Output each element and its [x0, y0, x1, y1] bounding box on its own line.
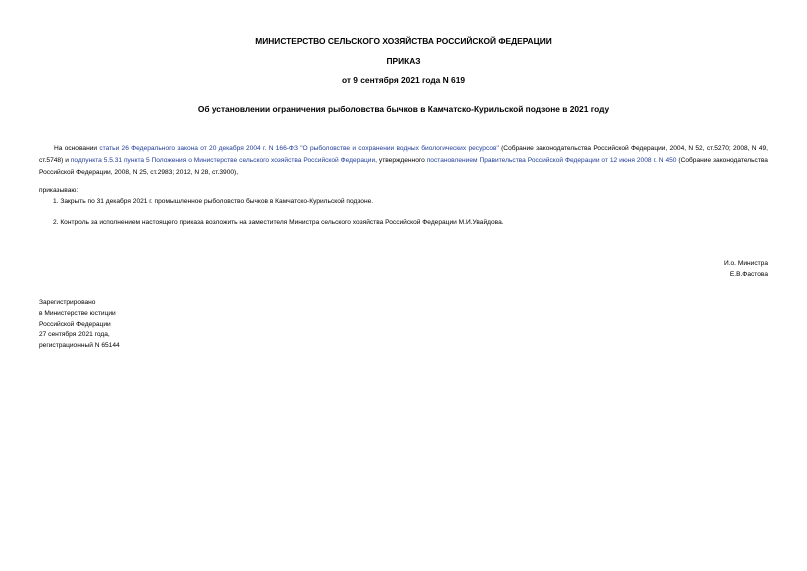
document-date-number: от 9 сентября 2021 года N 619 — [341, 75, 466, 85]
order-item-1: 1. Закрыть по 31 декабря 2021 г. промышленное рыболовство бычков в Камчатско-Курильской подзоне. — [53, 198, 374, 205]
signature-position: И.о. Министра — [723, 260, 768, 267]
signature-name: Е.В.Фастова — [729, 271, 768, 278]
preamble-text-2: (Собрание законодательства Российской Федерации, 2004, N 52, ст.5270; 2008, N 49, ст.5748) и — [39, 145, 768, 164]
preamble-text-3: , утвержденного — [375, 157, 427, 164]
preamble-paragraph — [39, 143, 768, 179]
registration-line: в Министерстве юстиции — [39, 309, 116, 317]
preamble-text-1: На основании — [54, 145, 100, 152]
document-type: ПРИКАЗ — [386, 56, 421, 66]
link-ministry-regulation[interactable]: подпункта 5.5.31 пункта 5 Положения о Министерстве сельского хозяйства Российской Федерации — [70, 157, 376, 164]
registration-line: 27 сентября 2021 года, — [39, 331, 110, 339]
preamble-text-4: (Собрание законодательства Российской Федерации, 2008, N 25, ст.2983; 2012, N 28, ст.3900), — [39, 157, 768, 176]
order-item-2: 2. Контроль за исполнением настоящего приказа возложить на заместителя Министра сельского хозяйства Российской Федерации М.И.Увайдова. — [53, 219, 504, 226]
link-government-resolution[interactable]: постановлением Правительства Российской Федерации от 12 июня 2008 г. N 450 — [426, 157, 677, 164]
registration-block — [39, 298, 120, 352]
registration-line: Зарегистрировано — [39, 299, 96, 306]
document-title: Об установлении ограничения рыболовства бычков в Камчатско-Курильской подзоне в 2021 году — [197, 104, 610, 114]
registration-line: Российской Федерации — [39, 320, 111, 328]
ministry-name: МИНИСТЕРСТВО СЕЛЬСКОГО ХОЗЯЙСТВА РОССИЙСКОЙ ФЕДЕРАЦИИ — [255, 36, 552, 46]
order-word: приказываю: — [39, 187, 79, 194]
registration-line: регистрационный N 65144 — [39, 342, 120, 350]
link-fishing-law[interactable]: статьи 26 Федерального закона от 20 декабря 2004 г. N 166-ФЗ "О рыболовстве и сохранении водных биологических ресурсов" — [99, 145, 499, 152]
